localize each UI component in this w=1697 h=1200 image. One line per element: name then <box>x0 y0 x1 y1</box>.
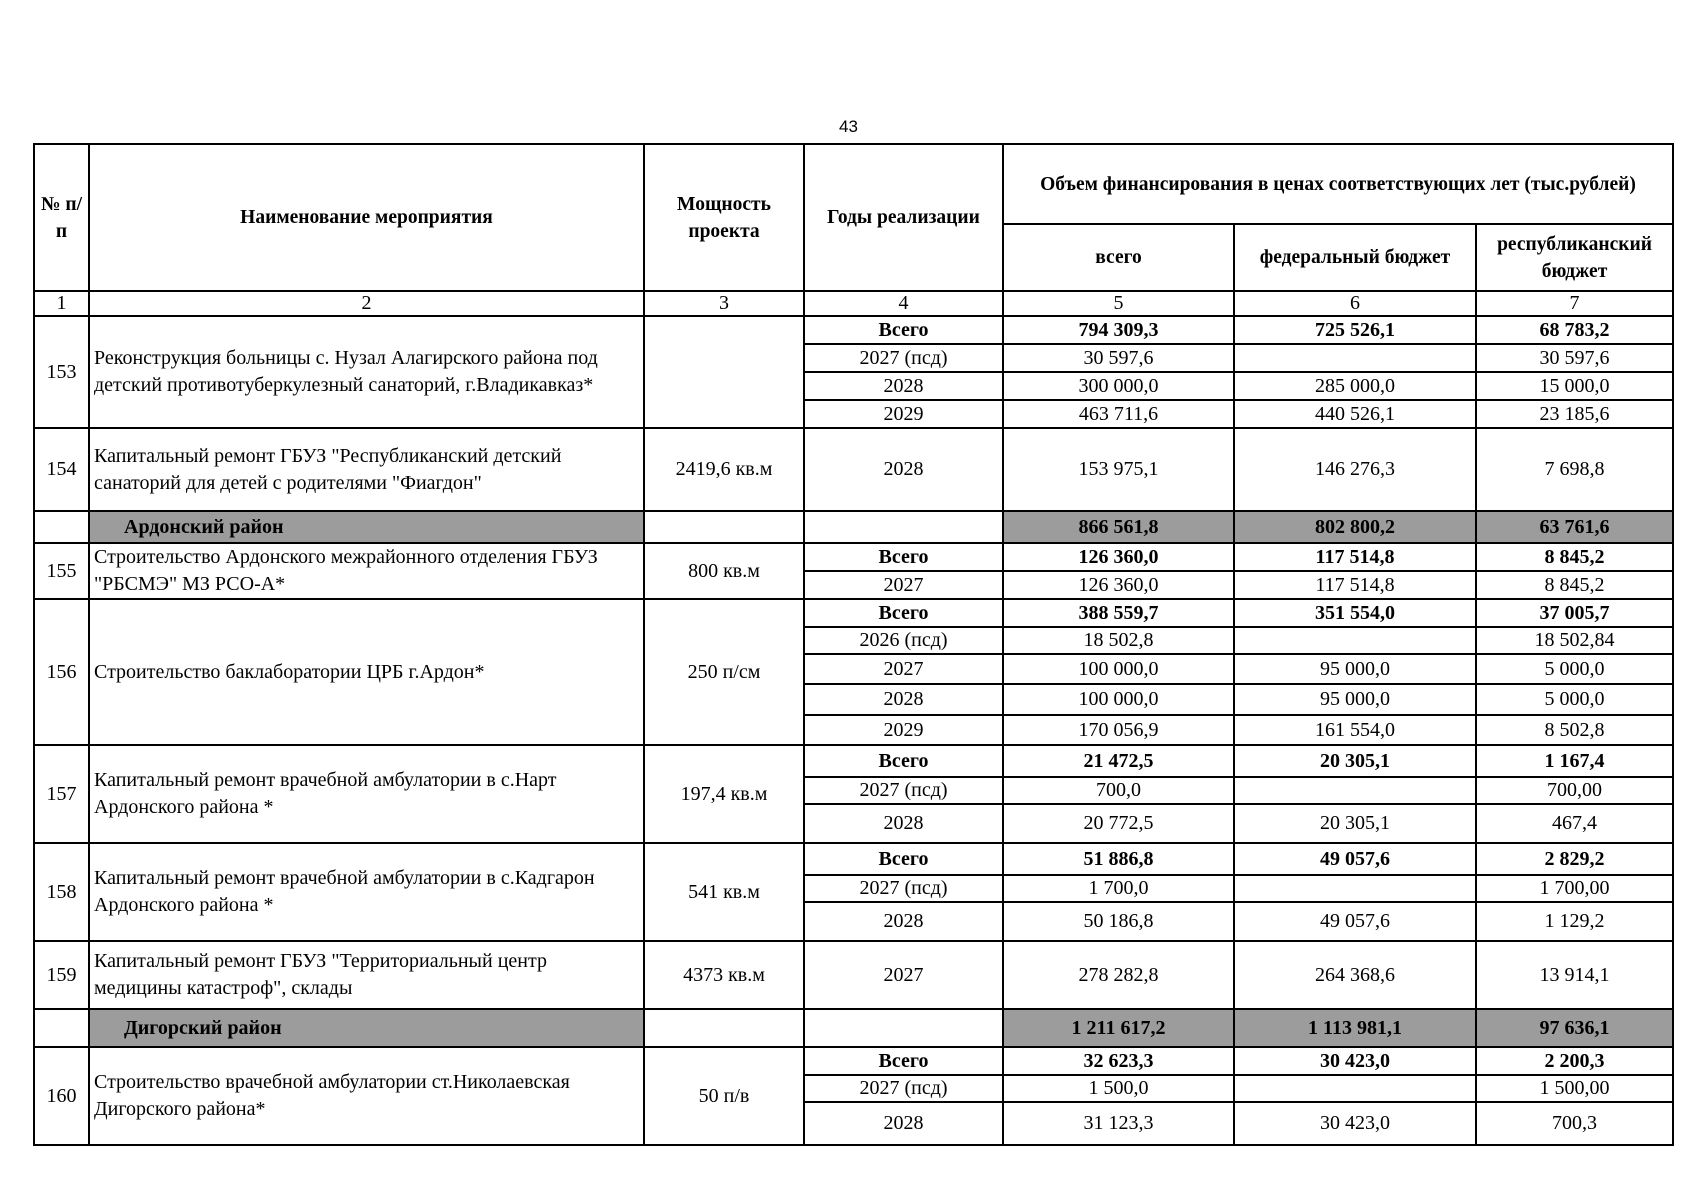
col-number: 7 <box>1476 291 1673 316</box>
row-year: 2027 <box>804 941 1003 1009</box>
row-federal <box>1234 1075 1476 1102</box>
region-row <box>34 1009 1673 1047</box>
row-number: 160 <box>34 1047 89 1145</box>
col-number: 2 <box>89 291 644 316</box>
region-capacity-empty <box>644 511 804 543</box>
region-republic: 63 761,6 <box>1476 511 1673 543</box>
row-republic: 7 698,8 <box>1476 428 1673 511</box>
row-capacity: 250 п/см <box>644 599 804 745</box>
row-federal: 30 423,0 <box>1234 1102 1476 1145</box>
row-capacity: 2419,6 кв.м <box>644 428 804 511</box>
row-capacity: 541 кв.м <box>644 843 804 941</box>
region-name: Ардонский район <box>89 511 644 543</box>
col-number: 5 <box>1003 291 1234 316</box>
header-federal: федеральный бюджет <box>1234 224 1476 291</box>
row-republic: 5 000,0 <box>1476 654 1673 684</box>
row-total: 1 500,0 <box>1003 1075 1234 1102</box>
row-number: 153 <box>34 316 89 428</box>
row-total: 153 975,1 <box>1003 428 1234 511</box>
row-federal: 117 514,8 <box>1234 571 1476 599</box>
row-total: 794 309,3 <box>1003 316 1234 344</box>
page-number: 43 <box>839 117 858 136</box>
row-year: 2029 <box>804 400 1003 428</box>
column-numbers-row <box>34 291 1673 316</box>
row-year: 2028 <box>804 372 1003 400</box>
row-republic: 1 500,00 <box>1476 1075 1673 1102</box>
col-number: 1 <box>34 291 89 316</box>
row-republic: 30 597,6 <box>1476 344 1673 372</box>
row-year: 2029 <box>804 715 1003 745</box>
row-republic: 2 200,3 <box>1476 1047 1673 1075</box>
table-row <box>34 599 1673 627</box>
row-federal: 351 554,0 <box>1234 599 1476 627</box>
row-federal <box>1234 344 1476 372</box>
row-total: 463 711,6 <box>1003 400 1234 428</box>
row-federal: 49 057,6 <box>1234 902 1476 941</box>
row-federal: 117 514,8 <box>1234 543 1476 571</box>
row-total: 32 623,3 <box>1003 1047 1234 1075</box>
row-year: 2028 <box>804 684 1003 715</box>
table-row <box>34 543 1673 571</box>
row-year: 2028 <box>804 804 1003 843</box>
row-federal: 30 423,0 <box>1234 1047 1476 1075</box>
header-name: Наименование мероприятия <box>89 144 644 291</box>
row-number: 157 <box>34 745 89 843</box>
row-federal: 725 526,1 <box>1234 316 1476 344</box>
row-year: 2028 <box>804 902 1003 941</box>
table-row <box>34 316 1673 344</box>
row-year: 2027 (псд) <box>804 344 1003 372</box>
row-total: 700,0 <box>1003 777 1234 804</box>
row-republic: 23 185,6 <box>1476 400 1673 428</box>
row-year: Всего <box>804 843 1003 875</box>
row-republic: 15 000,0 <box>1476 372 1673 400</box>
row-federal: 146 276,3 <box>1234 428 1476 511</box>
row-name: Капитальный ремонт ГБУЗ "Территориальный центр медицины катастроф", склады <box>89 941 644 1009</box>
funding-table <box>33 143 1674 1146</box>
row-capacity: 800 кв.м <box>644 543 804 599</box>
header-num: № п/п <box>34 144 89 291</box>
row-year: Всего <box>804 599 1003 627</box>
region-federal: 1 113 981,1 <box>1234 1009 1476 1047</box>
region-capacity-empty <box>644 1009 804 1047</box>
row-federal <box>1234 777 1476 804</box>
row-republic: 18 502,84 <box>1476 627 1673 654</box>
header-republic: республиканский бюджет <box>1476 224 1673 291</box>
region-republic: 97 636,1 <box>1476 1009 1673 1047</box>
col-number: 4 <box>804 291 1003 316</box>
row-number: 156 <box>34 599 89 745</box>
row-republic: 68 783,2 <box>1476 316 1673 344</box>
row-name: Строительство Ардонского межрайонного отделения ГБУЗ "РБСМЭ" МЗ РСО-А* <box>89 543 644 599</box>
header-total: всего <box>1003 224 1234 291</box>
row-total: 21 472,5 <box>1003 745 1234 777</box>
row-capacity <box>644 316 804 428</box>
row-number: 158 <box>34 843 89 941</box>
row-federal: 95 000,0 <box>1234 654 1476 684</box>
row-republic: 1 129,2 <box>1476 902 1673 941</box>
row-republic: 37 005,7 <box>1476 599 1673 627</box>
row-federal: 161 554,0 <box>1234 715 1476 745</box>
row-republic: 8 845,2 <box>1476 543 1673 571</box>
row-total: 31 123,3 <box>1003 1102 1234 1145</box>
row-year: Всего <box>804 316 1003 344</box>
row-republic: 2 829,2 <box>1476 843 1673 875</box>
row-number: 154 <box>34 428 89 511</box>
row-total: 126 360,0 <box>1003 543 1234 571</box>
row-year: 2027 (псд) <box>804 875 1003 902</box>
header-funding: Объем финансирования в ценах соответствующих лет (тыс.рублей) <box>1003 144 1673 224</box>
row-total: 300 000,0 <box>1003 372 1234 400</box>
row-total: 20 772,5 <box>1003 804 1234 843</box>
row-total: 30 597,6 <box>1003 344 1234 372</box>
row-capacity: 50 п/в <box>644 1047 804 1145</box>
row-total: 1 700,0 <box>1003 875 1234 902</box>
row-year: 2028 <box>804 1102 1003 1145</box>
row-federal: 49 057,6 <box>1234 843 1476 875</box>
row-total: 278 282,8 <box>1003 941 1234 1009</box>
row-year: 2027 <box>804 571 1003 599</box>
region-total: 866 561,8 <box>1003 511 1234 543</box>
row-republic: 5 000,0 <box>1476 684 1673 715</box>
row-republic: 8 502,8 <box>1476 715 1673 745</box>
row-federal: 20 305,1 <box>1234 804 1476 843</box>
row-federal: 95 000,0 <box>1234 684 1476 715</box>
row-name: Строительство врачебной амбулатории ст.Николаевская Дигорского района* <box>89 1047 644 1145</box>
region-num-empty <box>34 511 89 543</box>
row-total: 51 886,8 <box>1003 843 1234 875</box>
row-year: Всего <box>804 543 1003 571</box>
row-republic: 8 845,2 <box>1476 571 1673 599</box>
table-row <box>34 745 1673 777</box>
row-total: 126 360,0 <box>1003 571 1234 599</box>
row-total: 18 502,8 <box>1003 627 1234 654</box>
row-republic: 467,4 <box>1476 804 1673 843</box>
region-num-empty <box>34 1009 89 1047</box>
row-name: Реконструкция больницы с. Нузал Алагирского района под детский противотуберкулезный санаторий, г.Владикавказ* <box>89 316 644 428</box>
header-years: Годы реализации <box>804 144 1003 291</box>
row-federal <box>1234 875 1476 902</box>
col-number: 6 <box>1234 291 1476 316</box>
row-republic: 700,00 <box>1476 777 1673 804</box>
row-republic: 1 700,00 <box>1476 875 1673 902</box>
row-year: 2026 (псд) <box>804 627 1003 654</box>
row-federal <box>1234 627 1476 654</box>
row-federal: 20 305,1 <box>1234 745 1476 777</box>
region-total: 1 211 617,2 <box>1003 1009 1234 1047</box>
row-name: Капитальный ремонт врачебной амбулатории в с.Нарт Ардонского района * <box>89 745 644 843</box>
row-number: 159 <box>34 941 89 1009</box>
row-year: 2027 (псд) <box>804 777 1003 804</box>
region-row <box>34 511 1673 543</box>
region-year-empty <box>804 1009 1003 1047</box>
table-row <box>34 428 1673 511</box>
row-capacity: 197,4 кв.м <box>644 745 804 843</box>
region-year-empty <box>804 511 1003 543</box>
row-year: Всего <box>804 745 1003 777</box>
row-total: 388 559,7 <box>1003 599 1234 627</box>
row-total: 170 056,9 <box>1003 715 1234 745</box>
row-republic: 700,3 <box>1476 1102 1673 1145</box>
row-federal: 440 526,1 <box>1234 400 1476 428</box>
row-capacity: 4373 кв.м <box>644 941 804 1009</box>
table-row <box>34 1047 1673 1075</box>
region-name: Дигорский район <box>89 1009 644 1047</box>
row-republic: 13 914,1 <box>1476 941 1673 1009</box>
row-name: Капитальный ремонт врачебной амбулатории в с.Кадгарон Ардонского района * <box>89 843 644 941</box>
row-year: 2028 <box>804 428 1003 511</box>
row-total: 50 186,8 <box>1003 902 1234 941</box>
col-number: 3 <box>644 291 804 316</box>
row-year: 2027 (псд) <box>804 1075 1003 1102</box>
table-row <box>34 941 1673 1009</box>
row-name: Строительство баклаборатории ЦРБ г.Ардон* <box>89 599 644 745</box>
row-year: 2027 <box>804 654 1003 684</box>
row-name: Капитальный ремонт ГБУЗ "Республиканский детский санаторий для детей с родителями "Фиагдон" <box>89 428 644 511</box>
row-federal: 264 368,6 <box>1234 941 1476 1009</box>
row-year: Всего <box>804 1047 1003 1075</box>
row-total: 100 000,0 <box>1003 684 1234 715</box>
table-row <box>34 843 1673 875</box>
header-capacity: Мощность проекта <box>644 144 804 291</box>
row-federal: 285 000,0 <box>1234 372 1476 400</box>
row-total: 100 000,0 <box>1003 654 1234 684</box>
region-federal: 802 800,2 <box>1234 511 1476 543</box>
row-republic: 1 167,4 <box>1476 745 1673 777</box>
row-number: 155 <box>34 543 89 599</box>
